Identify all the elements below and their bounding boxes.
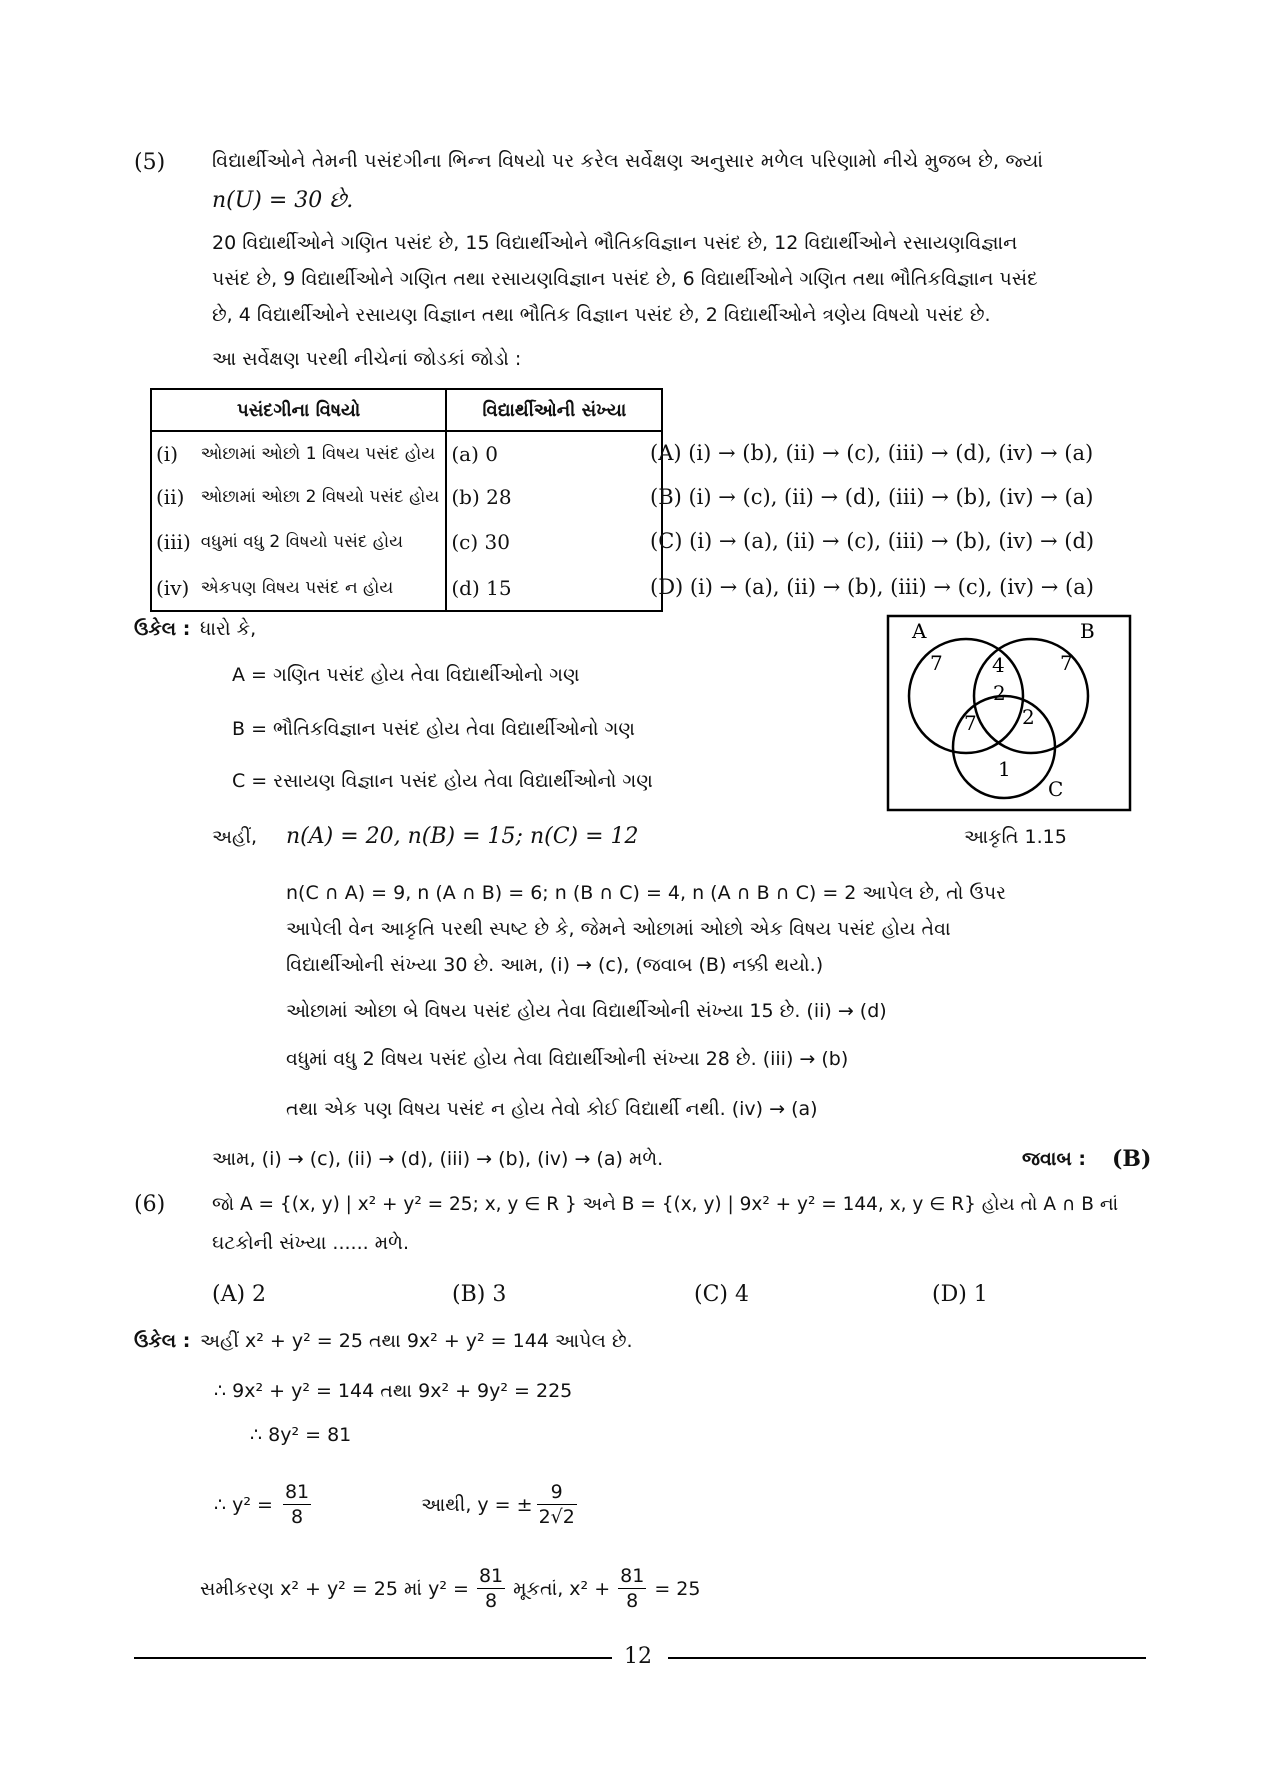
q5-conclusion: આમ, (i) → (c), (ii) → (d), (iii) → (b), (iv) → (a) મળે. — [212, 1148, 664, 1170]
eq3-prefix: ∴ y² = — [214, 1493, 273, 1516]
table-header-subjects: પસંદગીના વિષયો — [151, 389, 446, 431]
table-row-label: (i) — [151, 431, 195, 475]
table-row-text: એકપણ વિષય પસંદ ન હોય — [195, 565, 447, 611]
table-row-label: (iii) — [151, 519, 195, 565]
eq4-fraction2 — [618, 1564, 646, 1613]
matching-table — [150, 388, 663, 612]
eq4-denominator2: 8 — [626, 1590, 639, 1612]
q5-option-c: (C) (i) → (a), (ii) → (c), (iii) → (b), (iv) → (d) — [650, 529, 1095, 553]
eq3-numerator: 81 — [284, 1481, 310, 1503]
footer-rule-right — [668, 1657, 1146, 1659]
q6-option-d: (D) 1 — [932, 1282, 988, 1307]
given-line3: વિદ્યાર્થીઓની સંખ્યા 30 છે. આમ, (i) → (c), (જવાબ (B) નક્કી થયો.) — [286, 954, 824, 976]
eq3-hence: આથી, y = ± — [421, 1493, 533, 1516]
page-number: 12 — [624, 1644, 652, 1669]
eq4-prefix: સમીકરણ x² + y² = 25 માં y² = — [200, 1577, 469, 1600]
table-header-count: વિદ્યાર્થીઓની સંખ્યા — [446, 389, 662, 431]
table-row-text: ઓછામાં ઓછો 1 વિષય પસંદ હોય — [195, 431, 447, 475]
q6-eq4 — [200, 1564, 700, 1613]
q5-data-line3: છે, 4 વિદ્યાર્થીઓને રસાયણ વિજ્ઞાન તથા ભૌતિક વિજ્ઞાન પસંદ છે, 2 વિદ્યાર્થીઓને ત્રણેય વિષયો પસંદ છે. — [212, 304, 991, 326]
here-values: n(A) = 20, n(B) = 15; n(C) = 12 — [286, 824, 639, 849]
table-row-value: (d) 15 — [446, 565, 662, 611]
q5-instruction: આ સર્વેક્ષણ પરથી નીચેનાં જોડકાં જોડો : — [212, 348, 522, 370]
venn-label-b: B — [1080, 619, 1095, 643]
q5-option-d: (D) (i) → (a), (ii) → (b), (iii) → (c), (iv) → (a) — [650, 575, 1094, 599]
q5-option-a: (A) (i) → (b), (ii) → (c), (iii) → (d), (iv) → (a) — [650, 441, 1094, 465]
q6-number: (6) — [134, 1192, 166, 1217]
eq4-end: = 25 — [654, 1577, 701, 1600]
step-iii: વધુમાં વધુ 2 વિષય પસંદ હોય તેવા વિદ્યાર્થીઓની સંખ્યા 28 છે. (iii) → (b) — [286, 1048, 849, 1070]
table-row-value: (c) 30 — [446, 519, 662, 565]
set-b-definition: B = ભૌતિકવિજ્ઞાન પસંદ હોય તેવા વિદ્યાર્થીઓનો ગણ — [232, 718, 635, 740]
answer-value: (B) — [1112, 1146, 1152, 1172]
venn-label-a: A — [912, 619, 927, 643]
venn-c-only: 1 — [998, 757, 1011, 781]
given-line1: n(C ∩ A) = 9, n (A ∩ B) = 6; n (B ∩ C) = 4, n (A ∩ B ∩ C) = 2 આપેલ છે, તો ઉપર — [286, 882, 1006, 904]
q5-data-line1: 20 વિદ્યાર્થીઓને ગણિત પસંદ છે, 15 વિદ્યાર્થીઓને ભૌતિકવિજ્ઞાન પસંદ છે, 12 વિદ્યાર્થીઓને રસાયણવિજ્ઞાન — [212, 232, 1018, 254]
step-iv: તથા એક પણ વિષય પસંદ ન હોય તેવો કોઈ વિદ્યાર્થી નથી. (iv) → (a) — [286, 1098, 818, 1120]
step-ii: ઓછામાં ઓછા બે વિષય પસંદ હોય તેવા વિદ્યાર્થીઓની સંખ્યા 15 છે. (ii) → (d) — [286, 1000, 887, 1022]
eq4-fraction1 — [477, 1564, 505, 1613]
eq3-denominator: 8 — [291, 1506, 304, 1528]
q5-solution-intro: ધારો કે, — [200, 618, 257, 640]
q5-number: (5) — [134, 150, 166, 175]
here-label: અહીં, — [212, 826, 258, 848]
q6-option-c: (C) 4 — [694, 1282, 749, 1307]
venn-ab-only: 4 — [992, 653, 1005, 677]
q6-option-a: (A) 2 — [212, 1282, 267, 1307]
venn-abc: 2 — [993, 681, 1006, 705]
table-row-text: વધુમાં વધુ 2 વિષયો પસંદ હોય — [195, 519, 447, 565]
table-row-value: (b) 28 — [446, 475, 662, 519]
q6-option-b: (B) 3 — [452, 1282, 507, 1307]
given-line2: આપેલી વેન આકૃતિ પરથી સ્પષ્ટ છે કે, જેમને ઓછામાં ઓછો એક વિષય પસંદ હોય તેવા — [286, 918, 951, 940]
table-row-text: ઓછામાં ઓછા 2 વિષયો પસંદ હોય — [195, 475, 447, 519]
venn-b-only: 7 — [1060, 651, 1073, 675]
q6-line2: ઘટકોની સંખ્યા ...... મળે. — [212, 1232, 409, 1254]
q5-intro-line1: વિદ્યાર્થીઓને તેમની પસંદગીના ભિન્ન વિષયો પર કરેલ સર્વેક્ષણ અનુસાર મળેલ પરિણામો નીચે મુજબ છે, જ્યાં — [212, 150, 1044, 172]
set-a-definition: A = ગણિત પસંદ હોય તેવા વિદ્યાર્થીઓનો ગણ — [232, 664, 580, 686]
q6-eq2: ∴ 8y² = 81 — [250, 1424, 352, 1446]
venn-bc-only: 2 — [1022, 705, 1035, 729]
venn-diagram — [886, 614, 1134, 814]
eq4-mid: મૂકતાં, x² + — [513, 1577, 611, 1600]
venn-label-c: C — [1048, 777, 1064, 801]
eq3-root-denominator: 2√2 — [538, 1506, 575, 1528]
q5-intro-line2: n(U) = 30 છે. — [212, 188, 354, 213]
eq3-fraction — [283, 1480, 311, 1529]
venn-a-only: 7 — [930, 651, 943, 675]
table-row-label: (iv) — [151, 565, 195, 611]
q5-data-line2: પસંદ છે, 9 વિદ્યાર્થીઓને ગણિત તથા રસાયણવિજ્ઞાન પસંદ છે, 6 વિદ્યાર્થીઓને ગણિત તથા ભૌતિકવિજ્ઞાન પસંદ — [212, 268, 1038, 290]
table-row-label: (ii) — [151, 475, 195, 519]
eq4-denominator1: 8 — [485, 1590, 498, 1612]
q6-solution-line: અહીં x² + y² = 25 તથા 9x² + y² = 144 આપેલ છે. — [200, 1330, 633, 1352]
answer-label: જવાબ : — [1022, 1148, 1086, 1170]
set-c-definition: C = રસાયણ વિજ્ઞાન પસંદ હોય તેવા વિદ્યાર્થીઓનો ગણ — [232, 770, 653, 792]
q5-option-b: (B) (i) → (c), (ii) → (d), (iii) → (b), (iv) → (a) — [650, 485, 1094, 509]
q6-eq1: ∴ 9x² + y² = 144 તથા 9x² + 9y² = 225 — [214, 1380, 573, 1402]
q6-line1: જો A = {(x, y) | x² + y² = 25; x, y ∈ R } અને B = {(x, y) | 9x² + y² = 144, x, y ∈ R} હોય તો A ∩ B નાં — [212, 1194, 1119, 1215]
q6-eq3 — [214, 1480, 577, 1529]
venn-caption: આકૃતિ 1.15 — [964, 826, 1067, 848]
eq3-root-fraction — [537, 1480, 577, 1529]
table-row-value: (a) 0 — [446, 431, 662, 475]
eq4-numerator1: 81 — [478, 1565, 504, 1587]
q5-solution-label: ઉકેલ : — [134, 618, 191, 640]
venn-ac-only: 7 — [964, 711, 977, 735]
footer-rule-left — [134, 1657, 612, 1659]
eq3-root-numerator: 9 — [537, 1480, 577, 1505]
eq4-numerator2: 81 — [620, 1565, 645, 1587]
q6-solution-label: ઉકેલ : — [134, 1330, 191, 1352]
